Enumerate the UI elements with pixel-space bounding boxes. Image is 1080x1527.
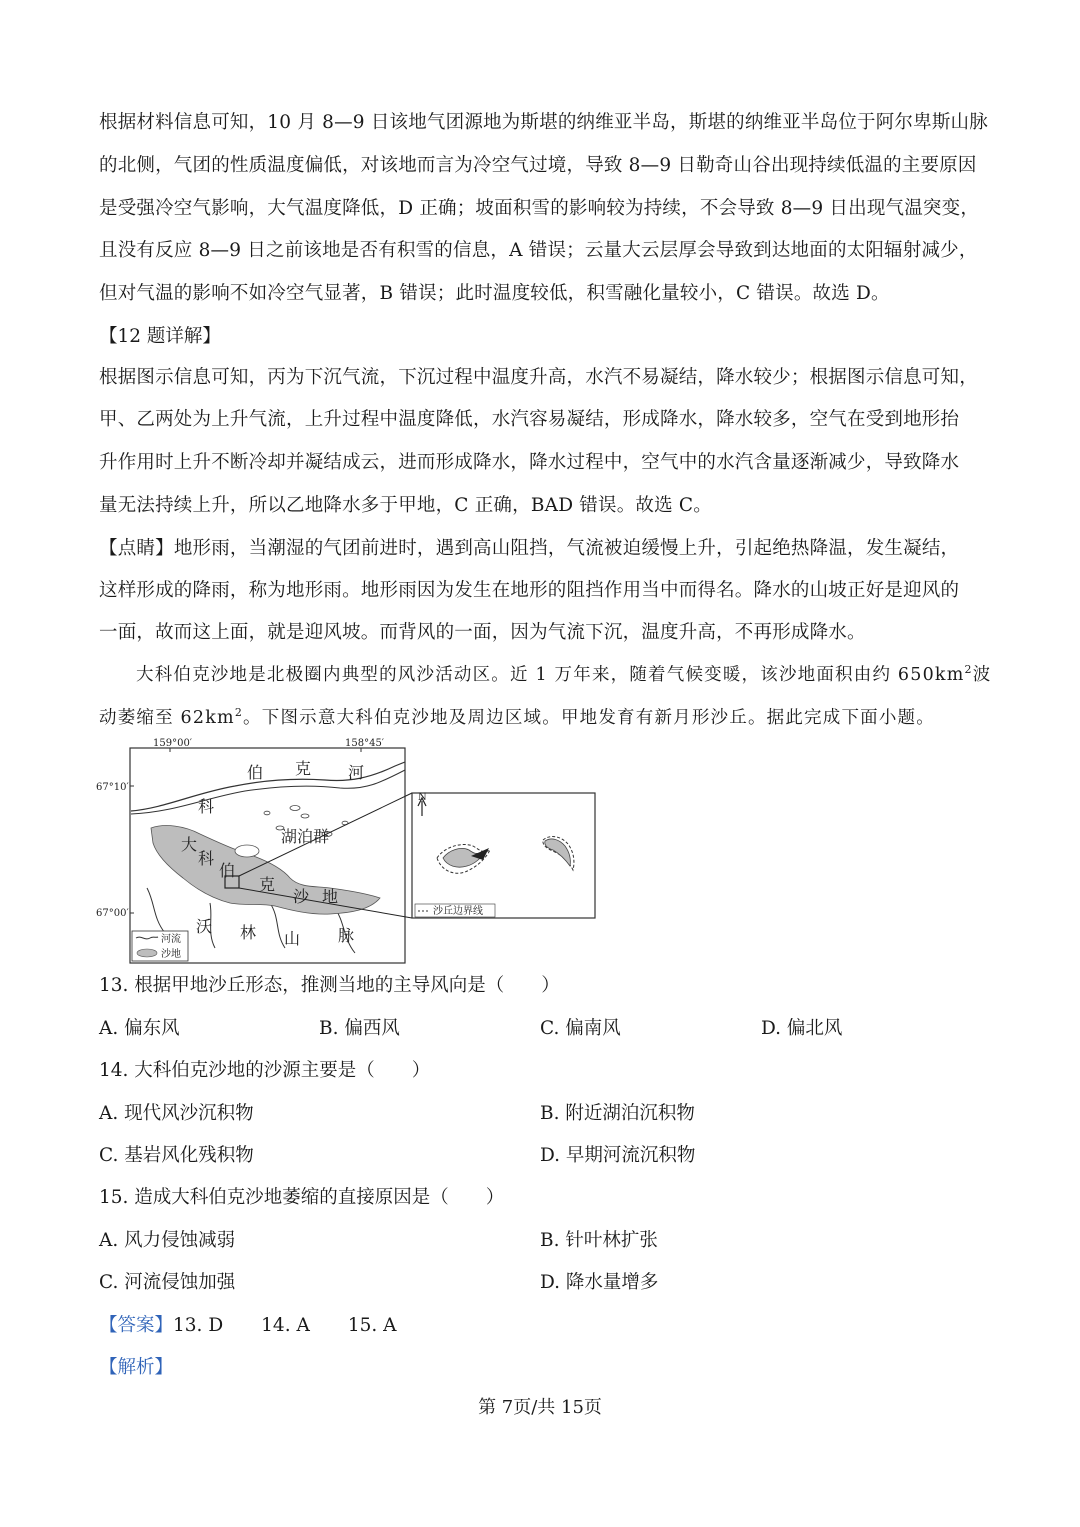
sandland-map: [95, 738, 605, 966]
q15-option-a[interactable]: A. 风力侵蚀减弱: [99, 1230, 236, 1251]
para1-line-1: 根据材料信息可知，10 月 8—9 日该地气团源地为斯堪的纳维亚半岛，斯堪的纳维亚半岛位于阿尔卑斯山脉: [99, 112, 988, 133]
lat-top-label: 67°10′: [96, 782, 129, 793]
tributary-3: [270, 903, 285, 948]
q14-option-c[interactable]: C. 基岩风化残积物: [99, 1145, 254, 1166]
material-sup-2: 2: [234, 706, 244, 719]
material-sup-1: 2: [964, 663, 973, 676]
material-text-2a: 动萎缩至 62km: [99, 708, 235, 728]
river-char-2: 伯: [247, 763, 264, 782]
sand-char-3: 伯: [219, 861, 236, 880]
sand-char-2: 科: [198, 849, 215, 868]
material-text-2b: 。下图示意大科伯克沙地及周边区域。甲地发育有新月形沙丘。据此完成下面小题。: [243, 708, 935, 728]
para2-line-3: 升作用时上升不断冷却并凝结成云，进而形成降水，降水过程中，空气中的水汽含量逐渐减少，导致降水: [99, 452, 960, 473]
tips-tag: 【点睛】: [99, 538, 174, 559]
q14-option-a[interactable]: A. 现代风沙沉积物: [99, 1103, 254, 1124]
lake-label: 湖泊群: [281, 827, 330, 846]
q13-option-b[interactable]: B. 偏西风: [319, 1018, 400, 1039]
q13-stem: 13. 根据甲地沙丘形态，推测当地的主导风向是（ ）: [99, 975, 560, 996]
legend-river-label: 河流: [161, 934, 181, 945]
q15-option-b[interactable]: B. 针叶林扩张: [540, 1230, 658, 1251]
q13-option-c[interactable]: C. 偏南风: [540, 1018, 621, 1039]
north-label: N: [418, 792, 427, 803]
mountain-char-3: 山: [284, 929, 301, 948]
river-char-4: 河: [348, 763, 365, 782]
lon-left-label: 159°00′: [153, 738, 193, 749]
legend-sand-label: 沙地: [161, 949, 181, 960]
answer-tag: 【答案】: [99, 1315, 174, 1336]
answer-15: 15. A: [347, 1315, 397, 1336]
sand-char-6: 地: [322, 887, 339, 906]
page-footer: 第 7页/共 15页: [478, 1397, 602, 1418]
q13-option-d[interactable]: D. 偏北风: [761, 1018, 843, 1039]
lake-1: [290, 806, 300, 811]
sand-char-5: 沙: [293, 887, 310, 906]
q13-option-a[interactable]: A. 偏东风: [99, 1018, 180, 1039]
detail12-heading: 【12 题详解】: [99, 326, 221, 347]
inset-legend-label: 沙丘边界线: [433, 906, 483, 917]
material-line-1: [136, 664, 991, 686]
tips-line-2: 这样形成的降雨，称为地形雨。地形雨因为发生在地形的阻挡作用当中而得名。降水的山坡正好是迎风的: [99, 580, 960, 601]
sand-char-1: 大: [181, 835, 198, 854]
answer-line: [99, 1315, 397, 1337]
legend-sand-symbol: [137, 949, 157, 957]
para1-line-5: 但对气温的影响不如冷空气显著，B 错误；此时温度较低，积雪融化量较小，C 错误。故选 D。: [99, 283, 890, 304]
mountain-char-1: 沃: [196, 917, 213, 936]
para2-line-2: 甲、乙两处为上升气流，上升过程中温度降低，水汽容易凝结，形成降水，降水较多，空气在受到地形抬: [99, 409, 960, 430]
mountain-char-2: 林: [240, 923, 257, 942]
river-char-3: 克: [295, 759, 312, 778]
material-text-1: 大科伯克沙地是北极圈内典型的风沙活动区。近 1 万年来，随着气候变暖，该沙地面积由约 650km: [136, 665, 965, 685]
lon-right-label: 158°45′: [345, 738, 385, 749]
sand-char-4: 克: [259, 875, 276, 894]
answer-14: 14. A: [261, 1315, 310, 1336]
analysis-tag: 【解析】: [99, 1357, 174, 1378]
q14-option-d[interactable]: D. 早期河流沉积物: [540, 1145, 696, 1166]
para2-line-4: 量无法持续上升，所以乙地降水多于甲地，C 正确，BAD 错误。故选 C。: [99, 495, 712, 516]
lat-bottom-label: 67°00′: [96, 908, 129, 919]
tributary-1: [147, 888, 165, 933]
lake-in-sand: [235, 845, 259, 857]
q15-option-d[interactable]: D. 降水量增多: [540, 1272, 659, 1293]
material-line-2: [99, 707, 935, 729]
lake-2: [301, 814, 309, 818]
q14-option-b[interactable]: B. 附近湖泊沉积物: [540, 1103, 695, 1124]
para1-line-2: 的北侧，气团的性质温度偏低，对该地而言为冷空气过境，导致 8—9 日勒奇山谷出现持续低温的主要原因: [99, 155, 977, 176]
para1-line-4: 且没有反应 8—9 日之前该地是否有积雪的信息，A 错误；云量大云层厚会导致到达地面的太阳辐射减少，: [99, 240, 978, 261]
lake-4: [264, 811, 270, 815]
river-char-1: 科: [198, 797, 215, 816]
tips-text-1: 地形雨，当潮湿的气团前进时，遇到高山阻挡，气流被迫缓慢上升，引起绝热降温，发生凝结，: [173, 538, 960, 559]
q15-option-c[interactable]: C. 河流侵蚀加强: [99, 1272, 236, 1293]
q15-stem: 15. 造成大科伯克沙地萎缩的直接原因是（ ）: [99, 1187, 505, 1208]
q14-stem: 14. 大科伯克沙地的沙源主要是（ ）: [99, 1060, 431, 1081]
para2-line-1: 根据图示信息可知，丙为下沉气流，下沉过程中温度升高，水汽不易凝结，降水较少；根据图示信息可知，: [99, 367, 978, 388]
answer-13: 13. D: [173, 1315, 224, 1336]
para1-line-3: 是受强冷空气影响，大气温度降低，D 正确；坡面积雪的影响较为持续，不会导致 8—9 日出现气温突变，: [99, 198, 980, 219]
material-text-1-end: 波: [972, 665, 992, 685]
mountain-char-4: 脉: [338, 926, 355, 945]
tips-line-1: [99, 538, 959, 560]
tips-line-3: 一面，故而这上面，就是迎风坡。而背风的一面，因为气流下沉，温度升高，不再形成降水。: [99, 622, 866, 643]
